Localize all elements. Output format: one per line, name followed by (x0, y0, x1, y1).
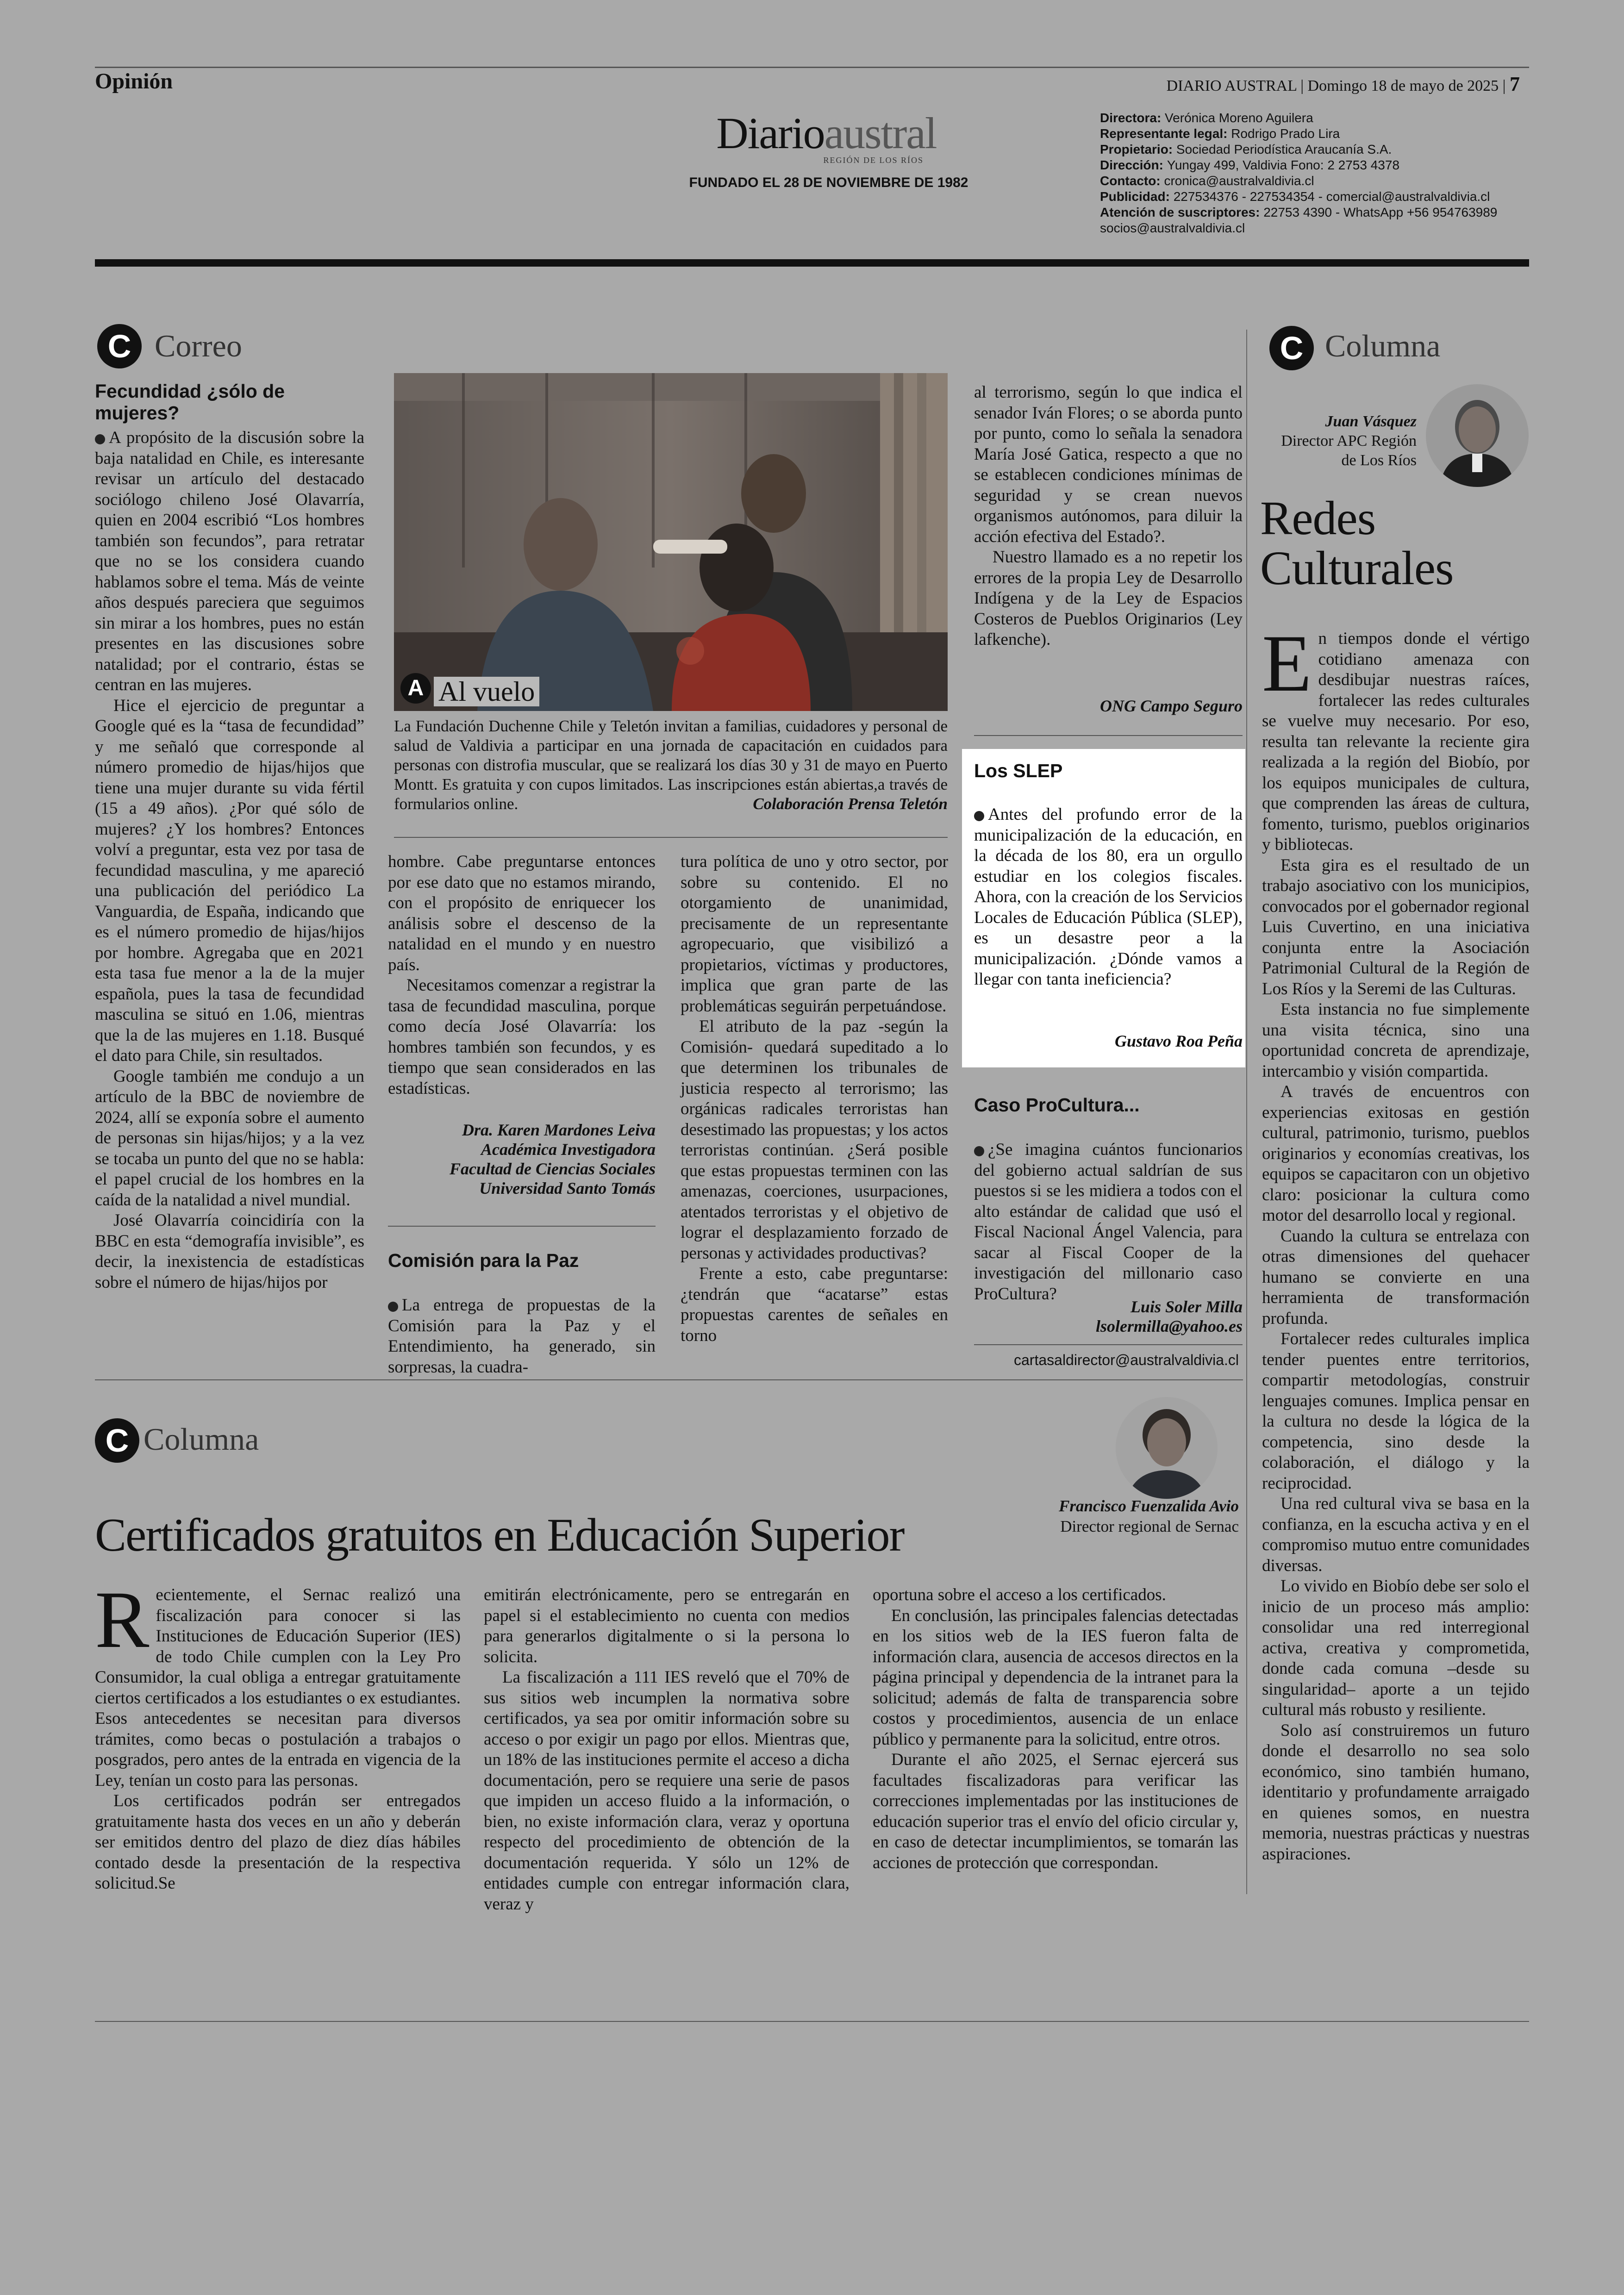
masthead-label: Publicidad: (1100, 189, 1174, 204)
masthead-label: Atención de suscriptores: (1100, 205, 1264, 219)
letter2-body-col2 (681, 852, 948, 1346)
dropcap: R (95, 1575, 150, 1665)
top-rule (95, 67, 1529, 68)
letter-divider (974, 1344, 1243, 1345)
edition-line (1167, 72, 1520, 96)
bottom-paragraph-6: En conclusión, las principales falencias detectadas en los sitios web de la IES fueron falta de información clara, ausencia de accesos directos en la página principal y dependencia de la intranet para la solicitud; además de falta de transparencia sobre costos y procedimientos, ausencia de un enlace público y permanente para la solicitud, entre otros. (873, 1606, 1238, 1749)
letter1-body-col1 (95, 428, 364, 1293)
section-label: Opinión (95, 69, 173, 94)
column-paragraph-6: Fortalecer redes culturales implica tender puentes entre territorios, compartir metodologías, construir lenguajes comunes. Implica pensar en la cultura no desde la lógica de la competencia, sino desde la colaboración, el diálogo y la reciprocidad. (1262, 1329, 1530, 1493)
bottom-paragraph-1: Recientemente, el Sernac realizó una fiscalización para conocer si las Instituciones de Educación Superior (IES) de todo Chile cumplen con la Ley Pro Consumidor, la cual obliga a entregar gratuitamente ciertos certificados a los estudiantes o ex estudiantes. Esos antecedentes se necesitan para diversos trámites, como becas o postulación a trabajos o posgrados, pero antes de la entrada en vigencia de la Ley, tenían un costo para las personas. (95, 1575, 461, 1790)
edition-text: DIARIO AUSTRAL | Domingo 18 de mayo de 2025 | (1166, 77, 1506, 94)
column-paragraph-5: Cuando la cultura se entrelaza con otras dimensiones del quehacer humano se convierte en una herramienta de transformación profunda. (1262, 1226, 1530, 1328)
bottom-column-badge: C (95, 1418, 139, 1463)
letter2-paragraph-3: El atributo de la paz -según la Comisión- quedará supeditado a lo que determinen los tribunales de justicia respecto al terrorismo; las orgánicas radicales terroristas han desestimado las propuestas; y los actos terroristas continúan. ¿Será posible que estas propuestas terminen con las amenazas, coerciones, usurpaciones, atentados terroristas y el objetivo de lograr el desplazamiento forzado de personas y actividades productivas? (681, 1017, 948, 1263)
masthead-label: Directora: (1100, 111, 1165, 125)
masthead-line (1100, 142, 1517, 157)
masthead-value: socios@australvaldivia.cl (1100, 221, 1245, 235)
letters-email: cartasaldirector@australvaldivia.cl (1014, 1352, 1239, 1368)
bottom-paragraph-7: Durante el año 2025, el Sernac ejercerá sus facultades fiscalizadoras para verificar las correcciones implementadas por las instituciones de educación superior tras el envío del oficio circular y, en caso de detectar incumplimientos, se tomarán las acciones de protección que correspondan. (873, 1750, 1238, 1872)
correo-section-title: Correo (155, 328, 242, 363)
bottom-body-col3 (873, 1585, 1238, 1873)
column-paragraph-3: Esta instancia no fue simplemente una visita técnica, sino una oportunidad concreta de aprendizaje, intercambio y visión compartida. (1262, 1000, 1530, 1081)
letter1-paragraph-1: A propósito de la discusión sobre la baja natalidad en Chile, es interesante revisar un artículo del destacado sociólogo chileno José Olavarría, quien en 2004 escribió “Los hombres también son fecundos”, para retratar que no se los considera cuando hablamos sobre el tema. Más de veinte años después pareciera que seguimos sin mirar a los hombres, pues no están presentes en las discusiones sobre natalidad; por el contrario, éstas se centran en las mujeres. (95, 428, 364, 694)
letter2-paragraph-6: Nuestro llamado es a no repetir los errores de la propia Ley de Desarrollo Indígena y de la Ley de Espacios Costeros de Pueblos Originarios (Ley lafkenche). (974, 548, 1243, 649)
column-headline-line-1: Redes (1260, 492, 1376, 545)
logo-part-1: Diario (716, 108, 824, 158)
photo-credit: Colaboración Prensa Teletón (753, 795, 948, 813)
masthead-line (1100, 205, 1517, 220)
column-divider (1246, 330, 1247, 1894)
letter4-signature (974, 1297, 1243, 1336)
letter3-title: Los SLEP (974, 760, 1063, 781)
column-paragraph-4: A través de encuentros con experiencias exitosas en gestión cultural, patrimonio, turismo, pueblos originarios y economías creativas, los equipos se capacitaron con un objetivo claro: posicionar la cultura como motor del desarrollo local y regional. (1262, 1082, 1530, 1225)
masthead-value: 227534376 - 227534354 - comercial@australvaldivia.cl (1173, 189, 1490, 204)
column-section-title: Columna (1325, 328, 1441, 363)
masthead (1100, 110, 1517, 236)
bottom-column-section-title: Columna (144, 1422, 259, 1457)
letter1-signature (388, 1120, 656, 1198)
letter4-title: Caso ProCultura... (974, 1094, 1140, 1116)
bullet-icon (974, 1146, 984, 1156)
bottom-body-col2 (484, 1585, 849, 1915)
logo (697, 108, 956, 165)
masthead-line (1100, 110, 1517, 126)
bottom-author: Francisco Fuenzalida Avio (1059, 1497, 1239, 1515)
bottom-headline: Certificados gratuitos en Educación Superior (95, 1509, 904, 1561)
photo-caption-text: La Fundación Duchenne Chile y Teletón invitan a familias, cuidadores y personal de salud de Valdivia a participar en una jornada de capacitación en cuidados para personas con distrofia muscular, que se realizará los días 30 y 31 de mayo en Puerto Montt. Es gratuita y con cupos limitados. Las inscripciones están abiertas,a través de formularios online. (394, 717, 948, 813)
letter2-paragraph-1: La entrega de propuestas de la Comisión para la Paz y el Entendimiento, ha generado, sin sorpresas, la cuadra- (388, 1296, 656, 1377)
letter2-signature: ONG Campo Seguro (1099, 697, 1243, 715)
column-paragraph-9: Solo así construiremos un futuro donde el desarrollo no sea solo económico, sino también humano, identitario y profundamente arraigado en quienes somos, en nuestra memoria, nuestras prácticas y nuestras aspiraciones. (1262, 1721, 1530, 1864)
bullet-icon (95, 434, 105, 444)
masthead-line (1100, 173, 1517, 189)
letter1-paragraph-4: José Olavarría coincidiría con la BBC en esta “demografía invisible”, es decir, la inexistencia de estadísticas sobre el número de hijas/hijos por (95, 1211, 364, 1292)
masthead-line (1100, 220, 1517, 236)
bottom-paragraph-3: emitirán electrónicamente, pero se entregarán en papel si el establecimiento no cuenta con medios para generarlos digitalmente o si la persona lo solicita. (484, 1585, 849, 1666)
column-author-role: Director APC Región de Los Ríos (1281, 432, 1417, 469)
caption-rule (394, 837, 948, 838)
logo-wordmark (697, 108, 956, 158)
correo-badge: C (97, 324, 142, 368)
bottom-author-role: Director regional de Sernac (1060, 1517, 1239, 1535)
logo-part-2: austral (824, 108, 937, 158)
column-paragraph-2: Esta gira es el resultado de un trabajo asociativo con los municipios, convocados por el gobernador regional Luis Cuvertino, en una iniciativa conjunta entre la Asociación Patrimonial Cultural de la Región de Los Ríos y la Seremi de las Culturas. (1262, 855, 1530, 998)
masthead-line (1100, 189, 1517, 205)
bottom-paragraph-4: La fiscalización a 111 IES reveló que el 70% de sus sitios web incumplen la normativa sobre certificados, ya sea por omitir información sobre su acceso o por exigir un pago por ellos. Mientras que, un 18% de las instituciones permite el acceso a dicha documentación, pero se requiere una serie de pasos que impiden un acceso fluido a la información, o bien, no existe información clara, veraz y oportuna respecto del procedimiento de obtención de la documentación requerida. Y sólo un 12% de entidades cumple con entregar información clara, veraz y (484, 1668, 849, 1914)
letter3-signature: Gustavo Roa Peña (1114, 1032, 1243, 1050)
logo-region: REGIÓN DE LOS RÍOS (823, 156, 924, 165)
column-badge: C (1269, 326, 1314, 370)
page-number: 7 (1510, 73, 1520, 95)
photo-image (394, 373, 948, 711)
letter1-paragraph-5: hombre. Cabe preguntarse entonces por ese dato que no estamos mirando, con el propósito de enriquecer los análisis sobre el descenso de la natalidad en el mundo y en nuestro país. (388, 852, 656, 974)
letter4-body (974, 1140, 1243, 1304)
masthead-line (1100, 126, 1517, 142)
masthead-value: cronica@australvaldivia.cl (1164, 174, 1314, 188)
letter2-body-col3 (974, 382, 1243, 650)
signature-name: Luis Soler Milla (1130, 1297, 1243, 1316)
letter-divider (388, 1226, 656, 1227)
bottom-paragraph-2: Los certificados podrán ser entregados gratuitamente hasta dos veces en un año y deberán ser emitidos dentro del plazo de diez días hábiles contado desde la presentación de la respectiva solicitud.Se (95, 1791, 461, 1893)
letter3-body (974, 804, 1243, 990)
column-author-avatar (1426, 384, 1529, 487)
signature-email: lsolermilla@yahoo.es (1096, 1317, 1243, 1335)
letter1-paragraph-2: Hice el ejercicio de preguntar a Google qué es la “tasa de fecundidad” y me señaló que corresponde al número promedio de hijas/hijos que tiene una mujer durante su vida fértil (15 a 49 años). ¿Por qué sólo de mujeres? ¿Y los hombres? Entonces volví a preguntar, esta vez por tasa de fecundidad masculina, y me apareció una publicación del periódico La Vanguardia, de España, indicando que es el número promedio de hijas/hijos por hombre. Agregaba que en 2021 esta tasa fue menor a la de la mujer española, pues la tasa de fecundidad masculina se situó en 1.06, mientras que la de las mujeres en 1.18. Busqué el dato para Chile, sin resultados. (95, 696, 364, 1065)
header-thick-rule (95, 259, 1529, 267)
letter2-title: Comisión para la Paz (388, 1250, 579, 1271)
masthead-value: Verónica Moreno Aguilera (1165, 111, 1313, 125)
masthead-label: Propietario: (1100, 142, 1176, 156)
masthead-line (1100, 157, 1517, 173)
signature-university: Universidad Santo Tomás (479, 1179, 656, 1197)
section-divider (95, 1379, 1243, 1380)
column-headline-line-2: Culturales (1260, 542, 1454, 595)
bottom-author-block (926, 1496, 1239, 1537)
letter-divider (974, 735, 1243, 736)
letter2-paragraph-2: tura política de uno y otro sector, por sobre su contenido. El no otorgamiento de unanimidad, precisamente de un representante agropecuario, que visibilizó a propietarios, víctimas y productores, implica que gran parte de las problemáticas seguirán perpetuándose. (681, 852, 948, 1016)
letter1-body-col2 (388, 852, 656, 1099)
founded-line: FUNDADO EL 28 DE NOVIEMBRE DE 1982 (689, 175, 968, 190)
signature-name: Dra. Karen Mardones Leiva (462, 1121, 656, 1139)
column-paragraph-1: En tiempos donde el vértigo cotidiano amenaza con desdibujar nuestras raíces, fortalecer las redes culturales se vuelve muy necesario. Por eso, resulta tan relevante la reciente gira realizada a la región del Biobío, por los equipos municipales de cultura, que comprenden las áreas de cultura, fomento, turismo, pueblos originarios y bibliotecas. (1262, 618, 1530, 854)
letter1-title: Fecundidad ¿sólo de mujeres? (95, 380, 285, 424)
bottom-body-col1 (95, 1575, 461, 1894)
bottom-rule (95, 2021, 1529, 2022)
column-author-block (1264, 412, 1417, 470)
masthead-value: Rodrigo Prado Lira (1231, 126, 1340, 141)
masthead-label: Representante legal: (1100, 126, 1231, 141)
column-body (1262, 618, 1530, 1865)
letter2-paragraph-5: al terrorismo, según lo que indica el senador Iván Flores; o se aborda punto por punto, como lo señala la senadora María José Gatica, respecto a que no se establecen condiciones mínimas de seguridad y se crean nuevos organismos autónomos, para diluir la acción efectiva del Estado?. (974, 383, 1243, 546)
letter4-paragraph-1: ¿Se imagina cuántos funcionarios del gobierno actual saldrían de sus puestos si se les midiera a todos con el alto estándar de calidad que usó el Fiscal Nacional Ángel Valencia, para sacar al Fiscal Cooper de la investigación del millonario caso ProCultura? (974, 1140, 1243, 1303)
letter1-paragraph-6: Necesitamos comenzar a registrar la tasa de fecundidad masculina, porque como decía José Olavarría: los hombres también son fecundos, y es tiempo que sean considerados en las estadísticas. (388, 976, 656, 1098)
signature-role: Académica Investigadora (481, 1140, 656, 1159)
letter2-body-col1 (388, 1295, 656, 1378)
masthead-label: Dirección: (1100, 158, 1167, 172)
column-paragraph-7: Una red cultural viva se basa en la confianza, en la escucha activa y en el compromiso mutuo entre comunidades diversas. (1262, 1494, 1530, 1575)
bullet-icon (974, 811, 984, 821)
letter2-paragraph-4: Frente a esto, cabe preguntarse: ¿tendrán que “acatarse” estas propuestas carentes de señales en torno (681, 1264, 948, 1345)
alvuelo-badge: A (400, 673, 431, 704)
column-author: Juan Vásquez (1325, 413, 1417, 430)
masthead-value: 22753 4390 - WhatsApp +56 954763989 (1263, 205, 1498, 219)
masthead-label: Contacto: (1100, 174, 1164, 188)
masthead-value: Sociedad Periodística Araucanía S.A. (1176, 142, 1392, 156)
column-headline (1260, 493, 1453, 593)
signature-faculty: Facultad de Ciencias Sociales (450, 1160, 656, 1178)
bottom-author-avatar (1116, 1397, 1218, 1499)
column-paragraph-8: Lo vivido en Biobío debe ser solo el inicio de un proceso más amplio: consolidar una red interregional activa, creativa y comprometida, donde cada comuna –desde su singularidad– aporte a un tejido cultural más robusto y resiliente. (1262, 1577, 1530, 1719)
bullet-icon (388, 1302, 398, 1312)
photo-caption (394, 717, 948, 814)
letter1-paragraph-3: Google también me condujo a un artículo de la BBC de noviembre de 2024, allí se exponía sobre el aumento de personas sin hijas/hijos; y a la vez se tocaba un punto del que no se habla: el papel crucial de los hombres en la caída de la natalidad a nivel mundial. (95, 1066, 364, 1210)
alvuelo-title: Al vuelo (434, 677, 539, 706)
dropcap: E (1262, 618, 1312, 709)
letter3-paragraph-1: Antes del profundo error de la municipalización de la educación, en la década de los 80, era un orgullo estudiar en los colegios fiscales. Ahora, con la creación de los Servicios Locales de Educación Pública (SLEP), es un desastre peor a la municipalización. ¿Dónde vamos a llegar con tanta ineficiencia? (974, 805, 1243, 989)
news-photo (394, 373, 948, 711)
bottom-paragraph-5: oportuna sobre el acceso a los certificados. (873, 1585, 1166, 1604)
masthead-value: Yungay 499, Valdivia Fono: 2 2753 4378 (1167, 158, 1400, 172)
